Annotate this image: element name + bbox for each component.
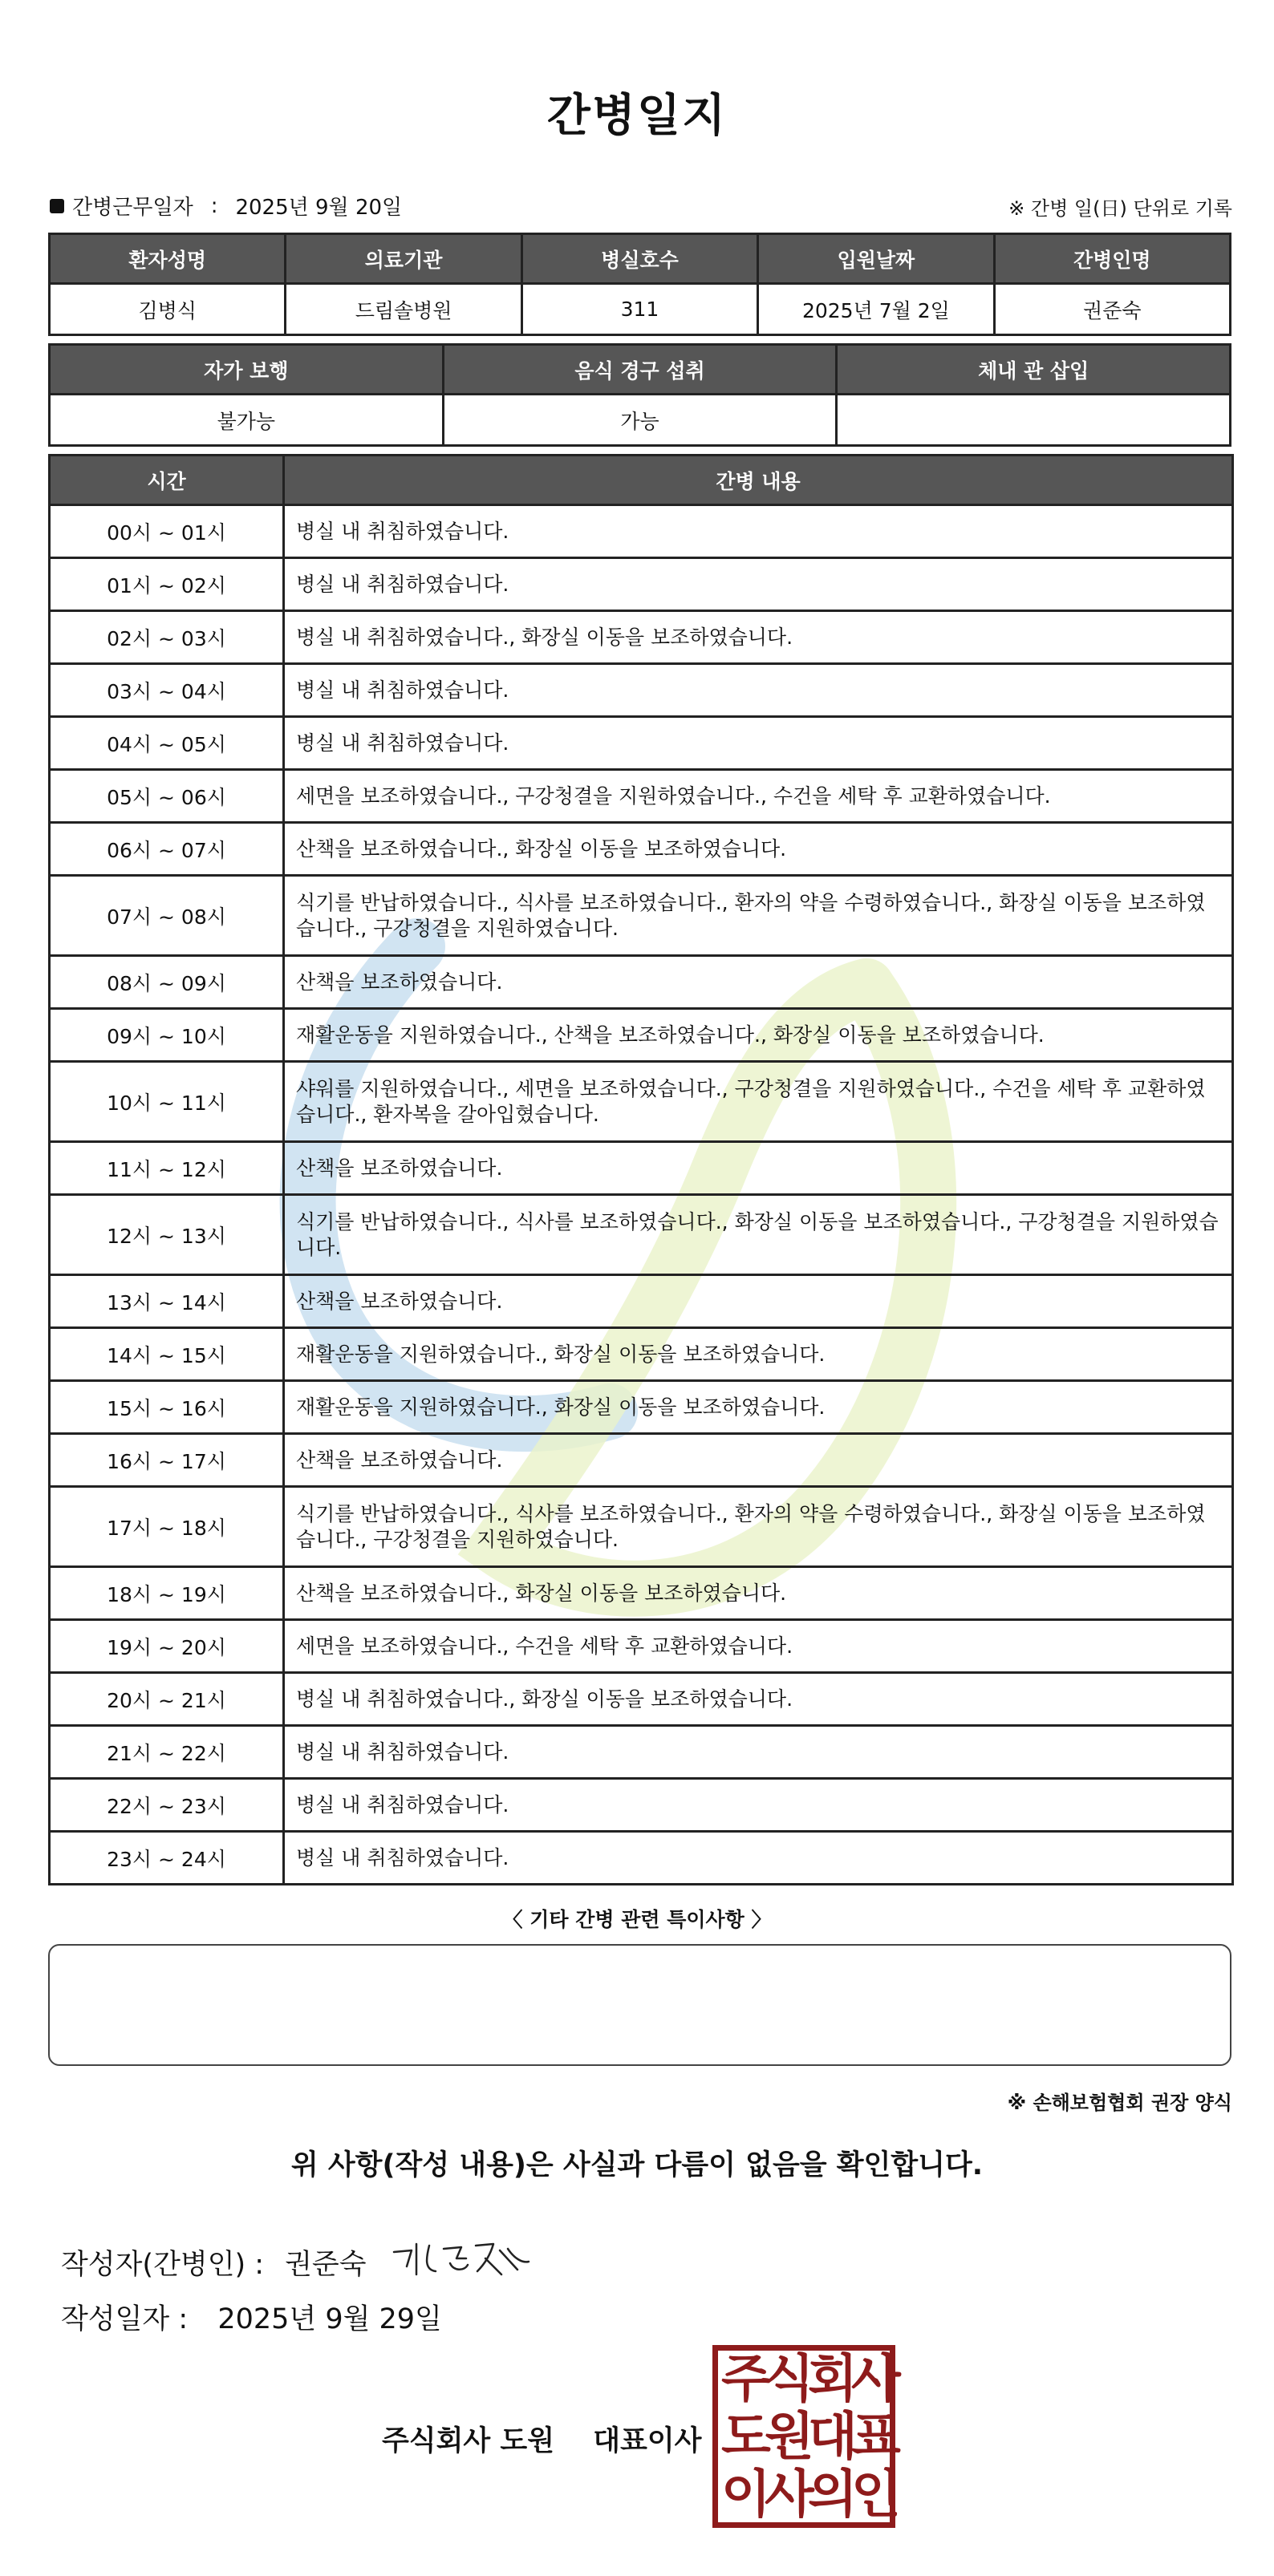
work-date-value: 2025년 9월 20일 [235, 196, 403, 220]
header-admission-date: 입원날짜 [758, 234, 994, 284]
notes-title: 〈 기타 간병 관련 특이사항 〉 [502, 1908, 772, 1931]
log-time-cell: 01시 ~ 02시 [50, 558, 284, 611]
patient-header-row [50, 234, 1231, 284]
log-row [50, 1434, 1233, 1487]
log-row [50, 956, 1233, 1009]
self-walking-value: 불가능 [50, 395, 444, 446]
log-row [50, 823, 1233, 876]
log-time-cell: 14시 ~ 15시 [50, 1328, 284, 1381]
log-row [50, 1142, 1233, 1195]
log-time-cell: 10시 ~ 11시 [50, 1062, 284, 1142]
log-time-cell: 17시 ~ 18시 [50, 1487, 284, 1567]
record-unit-note: ※ 간병 일(日) 단위로 기록 [1008, 197, 1232, 220]
write-date-label: 작성일자 : [61, 2303, 189, 2335]
header-hospital: 의료기관 [286, 234, 521, 284]
log-row [50, 1673, 1233, 1726]
log-row [50, 664, 1233, 717]
log-row [50, 1832, 1233, 1885]
log-content-cell: 병실 내 취침하였습니다. [284, 664, 1233, 717]
log-content-cell: 산책을 보조하였습니다. [284, 956, 1233, 1009]
care-log-table [48, 454, 1234, 1885]
log-content-cell: 산책을 보조하였습니다. [284, 1434, 1233, 1487]
company-name: 주식회사 도원 [382, 2425, 555, 2457]
log-content-cell: 병실 내 취침하였습니다. [284, 717, 1233, 770]
seal-character: 대 [808, 2408, 858, 2467]
log-row [50, 1381, 1233, 1434]
header-time: 시간 [50, 456, 284, 505]
admission-date: 2025년 7월 2일 [758, 284, 994, 335]
header-room-number: 병실호수 [521, 234, 757, 284]
square-bullet-icon [50, 199, 64, 213]
seal-character: 회 [808, 2350, 858, 2409]
log-row [50, 1009, 1233, 1062]
confirm-statement: 위 사항(작성 내용)은 사실과 다름이 없음을 확인합니다. [290, 2149, 984, 2181]
log-content-cell: 병실 내 취침하였습니다. [284, 505, 1233, 558]
notes-box [48, 1944, 1231, 2066]
patient-info-table [48, 233, 1231, 336]
log-content-cell: 병실 내 취침하였습니다., 화장실 이동을 보조하였습니다. [284, 1673, 1233, 1726]
log-content-cell: 병실 내 취침하였습니다. [284, 1779, 1233, 1832]
writer-line [61, 2234, 532, 2290]
room-number: 311 [521, 284, 757, 335]
header-care-content: 간병 내용 [284, 456, 1233, 505]
log-content-cell: 병실 내 취침하였습니다. [284, 1832, 1233, 1885]
log-time-cell: 13시 ~ 14시 [50, 1275, 284, 1328]
log-content-cell: 재활운동을 지원하였습니다., 화장실 이동을 보조하였습니다. [284, 1381, 1233, 1434]
log-time-cell: 03시 ~ 04시 [50, 664, 284, 717]
log-row [50, 1620, 1233, 1673]
hospital-name: 드림솔병원 [286, 284, 521, 335]
log-content-cell: 식기를 반납하였습니다., 식사를 보조하였습니다., 환자의 약을 수령하였습니다., 화장실 이동을 보조하였습니다., 구강청결을 지원하였습니다. [284, 876, 1233, 956]
log-content-cell: 식기를 반납하였습니다., 식사를 보조하였습니다., 화장실 이동을 보조하였습니다., 구강청결을 지원하였습니다. [284, 1195, 1233, 1275]
header-tube-insertion: 체내 관 삽입 [837, 345, 1231, 395]
log-row [50, 770, 1233, 823]
log-time-cell: 23시 ~ 24시 [50, 1832, 284, 1885]
handwritten-signature [387, 2234, 532, 2290]
header-patient-name: 환자성명 [50, 234, 286, 284]
log-row [50, 1328, 1233, 1381]
log-content-cell: 병실 내 취침하였습니다., 화장실 이동을 보조하였습니다. [284, 611, 1233, 664]
log-time-cell: 08시 ~ 09시 [50, 956, 284, 1009]
log-row [50, 1062, 1233, 1142]
seal-character: 사 [851, 2350, 901, 2409]
status-value-row [50, 395, 1231, 446]
seal-character: 인 [851, 2465, 901, 2525]
write-date-line [61, 2297, 442, 2337]
patient-value-row [50, 284, 1231, 335]
log-time-cell: 20시 ~ 21시 [50, 1673, 284, 1726]
log-time-cell: 19시 ~ 20시 [50, 1620, 284, 1673]
log-row [50, 717, 1233, 770]
patient-status-table [48, 343, 1231, 447]
log-time-cell: 06시 ~ 07시 [50, 823, 284, 876]
log-content-cell: 샤워를 지원하였습니다., 세면을 보조하였습니다., 구강청결을 지원하였습니다., 수건을 세탁 후 교환하였습니다., 환자복을 갈아입혔습니다. [284, 1062, 1233, 1142]
tube-insertion-value [837, 395, 1231, 446]
log-content-cell: 세면을 보조하였습니다., 구강청결을 지원하였습니다., 수건을 세탁 후 교환하였습니다. [284, 770, 1233, 823]
seal-character: 표 [851, 2408, 901, 2467]
log-row [50, 1567, 1233, 1620]
write-date-value: 2025년 9월 29일 [217, 2303, 442, 2335]
log-row [50, 1726, 1233, 1779]
recommend-note: ※ 손해보험협회 권장 양식 [1007, 2092, 1232, 2114]
log-time-cell: 02시 ~ 03시 [50, 611, 284, 664]
log-time-cell: 16시 ~ 17시 [50, 1434, 284, 1487]
work-date-label: 간병근무일자 [72, 196, 193, 220]
seal-character: 사 [765, 2465, 814, 2525]
log-table-body [50, 505, 1233, 1885]
log-content-cell: 식기를 반납하였습니다., 식사를 보조하였습니다., 환자의 약을 수령하였습니다., 화장실 이동을 보조하였습니다., 구강청결을 지원하였습니다. [284, 1487, 1233, 1567]
patient-name: 김병식 [50, 284, 286, 335]
log-row [50, 1275, 1233, 1328]
header-caregiver-name: 간병인명 [994, 234, 1230, 284]
log-time-cell: 07시 ~ 08시 [50, 876, 284, 956]
log-time-cell: 09시 ~ 10시 [50, 1009, 284, 1062]
seal-character: 이 [721, 2465, 771, 2525]
log-content-cell: 재활운동을 지원하였습니다., 화장실 이동을 보조하였습니다. [284, 1328, 1233, 1381]
log-content-cell: 산책을 보조하였습니다., 화장실 이동을 보조하였습니다. [284, 1567, 1233, 1620]
writer-label: 작성자(간병인) : [61, 2249, 265, 2281]
seal-character: 주 [721, 2350, 771, 2409]
seal-character: 식 [765, 2350, 814, 2409]
log-content-cell: 산책을 보조하였습니다. [284, 1142, 1233, 1195]
document-title: 간병일지 [546, 90, 728, 142]
log-row [50, 1195, 1233, 1275]
log-time-cell: 12시 ~ 13시 [50, 1195, 284, 1275]
company-signature-line [382, 2419, 701, 2459]
log-time-cell: 11시 ~ 12시 [50, 1142, 284, 1195]
log-time-cell: 22시 ~ 23시 [50, 1779, 284, 1832]
caregiver-name: 권준숙 [994, 284, 1230, 335]
log-row [50, 876, 1233, 956]
log-content-cell: 산책을 보조하였습니다., 화장실 이동을 보조하였습니다. [284, 823, 1233, 876]
log-row [50, 505, 1233, 558]
oral-intake-value: 가능 [443, 395, 837, 446]
log-content-cell: 산책을 보조하였습니다. [284, 1275, 1233, 1328]
seal-character: 도 [721, 2408, 771, 2467]
log-row [50, 1779, 1233, 1832]
work-date-separator: : [210, 193, 218, 218]
log-content-cell: 세면을 보조하였습니다., 수건을 세탁 후 교환하였습니다. [284, 1620, 1233, 1673]
log-header-row [50, 456, 1233, 505]
log-row [50, 558, 1233, 611]
log-content-cell: 재활운동을 지원하였습니다., 산책을 보조하였습니다., 화장실 이동을 보조하였습니다. [284, 1009, 1233, 1062]
log-row [50, 611, 1233, 664]
log-time-cell: 05시 ~ 06시 [50, 770, 284, 823]
log-time-cell: 00시 ~ 01시 [50, 505, 284, 558]
log-content-cell: 병실 내 취침하였습니다. [284, 558, 1233, 611]
status-header-row [50, 345, 1231, 395]
company-role: 대표이사 [593, 2425, 702, 2457]
log-time-cell: 18시 ~ 19시 [50, 1567, 284, 1620]
log-time-cell: 15시 ~ 16시 [50, 1381, 284, 1434]
writer-name: 권준숙 [285, 2249, 367, 2281]
seal-character: 의 [808, 2465, 858, 2525]
header-self-walking: 자가 보행 [50, 345, 444, 395]
seal-character: 원 [765, 2408, 814, 2467]
log-time-cell: 21시 ~ 22시 [50, 1726, 284, 1779]
company-seal-stamp [712, 2345, 901, 2528]
work-date-line [50, 191, 402, 221]
log-content-cell: 병실 내 취침하였습니다. [284, 1726, 1233, 1779]
log-row [50, 1487, 1233, 1567]
log-time-cell: 04시 ~ 05시 [50, 717, 284, 770]
header-oral-intake: 음식 경구 섭취 [443, 345, 837, 395]
